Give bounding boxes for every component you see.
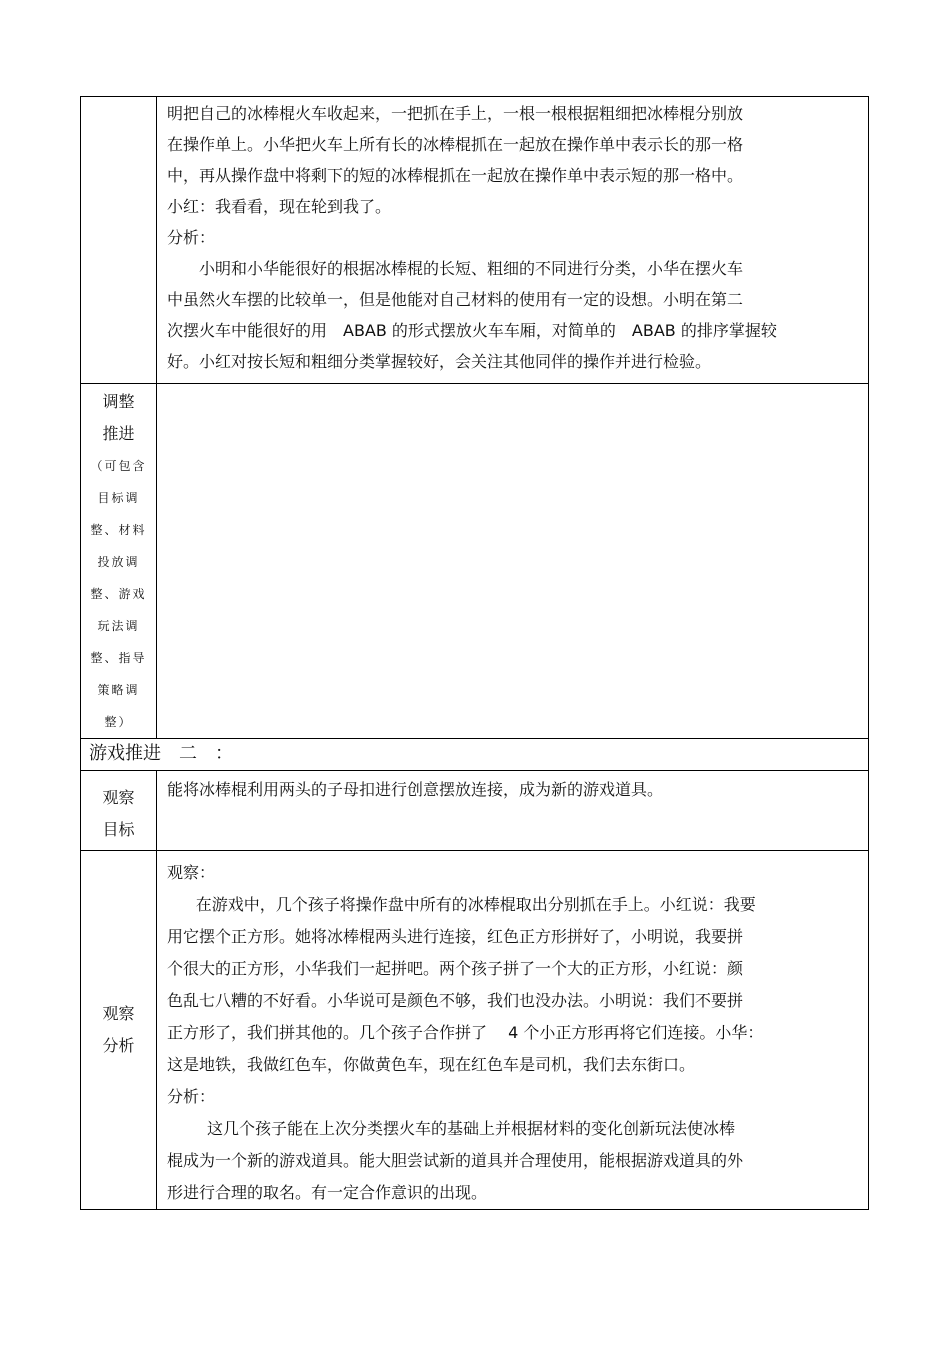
game-progress-heading [81, 739, 869, 771]
label-note: （可包含 [90, 459, 147, 473]
label-note: 玩法调 [97, 619, 140, 633]
label-note: 整、游戏 [90, 587, 147, 601]
text-line: 在游戏中，几个孩子将操作盘中所有的冰棒棍取出分别抓在手上。小红说：我要 [195, 895, 756, 914]
label-note: 策略调 [97, 683, 140, 697]
game-progress-heading-row [81, 739, 869, 771]
label-note: 投放调 [97, 555, 140, 569]
text-line: 个很大的正方形，小华我们一起拼吧。两个孩子拼了一个大的正方形，小红说：颜 [167, 959, 744, 978]
label-note: 整） [104, 715, 133, 729]
text-line: 分析： [167, 228, 216, 247]
section-heading: 游戏推进 二 ： [89, 743, 233, 764]
text-line: 用它摆个正方形。她将冰棒棍两头进行连接，红色正方形拼好了，小明说，我要拼 [167, 927, 744, 946]
text-line: 小红：我看看，现在轮到我了。 [167, 197, 392, 216]
empty-label-cell [81, 97, 157, 384]
observation-goal-row [81, 771, 869, 851]
observation-analysis-label-cell [81, 851, 157, 1210]
label-line: 目标 [102, 820, 135, 839]
label-line: 观察 [102, 1004, 135, 1023]
text-line: 这几个孩子能在上次分类摆火车的基础上并根据材料的变化创新玩法使冰棒 [207, 1119, 736, 1138]
text-line: 好。小红对按长短和粗细分类掌握较好，会关注其他同伴的操作并进行检验。 [167, 352, 712, 371]
label-line: 调整 [102, 392, 135, 411]
label-line: 观察 [102, 788, 135, 807]
text-line: 在操作单上。小华把火车上所有长的冰棒棍抓在一起放在操作单中表示长的那一格 [167, 135, 744, 154]
text-line: 中，再从操作盘中将剩下的短的冰棒棍抓在一起放在操作单中表示短的那一格中。 [167, 166, 744, 185]
label-line: 分析 [102, 1036, 135, 1055]
text-line: 色乱七八糟的不好看。小华说可是颜色不够，我们也没办法。小明说：我们不要拼 [167, 991, 744, 1010]
adjustment-row [81, 384, 869, 739]
label-line: 推进 [102, 424, 135, 443]
observation-analysis-row [81, 851, 869, 1210]
text-line: 这是地铁，我做红色车，你做黄色车，现在红色车是司机，我们去东街口。 [167, 1055, 696, 1074]
adjustment-content-cell [157, 384, 869, 739]
adjustment-label-cell [81, 384, 157, 739]
text-line: 正方形了，我们拼其他的。几个孩子合作拼了 4 个小正方形再将它们连接。小华： [167, 1023, 764, 1042]
label-note: 目标调 [97, 491, 140, 505]
record-table [80, 96, 869, 1210]
label-note: 整、指导 [90, 651, 147, 665]
analysis-content-1 [157, 97, 869, 384]
text-line: 中虽然火车摆的比较单一，但是他能对自己材料的使用有一定的设想。小明在第二 [167, 290, 744, 309]
observation-goal-label-cell [81, 771, 157, 851]
text-line: 分析： [167, 1087, 216, 1106]
analysis-row-1 [81, 97, 869, 384]
label-note: 整、材料 [90, 523, 147, 537]
observation-analysis-content [157, 851, 869, 1210]
text-line: 明把自己的冰棒棍火车收起来，一把抓在手上，一根一根根据粗细把冰棒棍分别放 [167, 104, 744, 123]
goal-text: 能将冰棒棍利用两头的子母扣进行创意摆放连接，成为新的游戏道具。 [167, 780, 664, 799]
text-line: 形进行合理的取名。有一定合作意识的出现。 [167, 1183, 488, 1202]
text-line: 观察： [167, 863, 216, 882]
observation-goal-content [157, 771, 869, 851]
text-line: 棍成为一个新的游戏道具。能大胆尝试新的道具并合理使用，能根据游戏道具的外 [167, 1151, 744, 1170]
text-line: 次摆火车中能很好的用 ABAB 的形式摆放火车车厢，对简单的 ABAB 的排序掌握较 [167, 321, 777, 340]
text-line: 小明和小华能很好的根据冰棒棍的长短、粗细的不同进行分类，小华在摆火车 [199, 259, 744, 278]
